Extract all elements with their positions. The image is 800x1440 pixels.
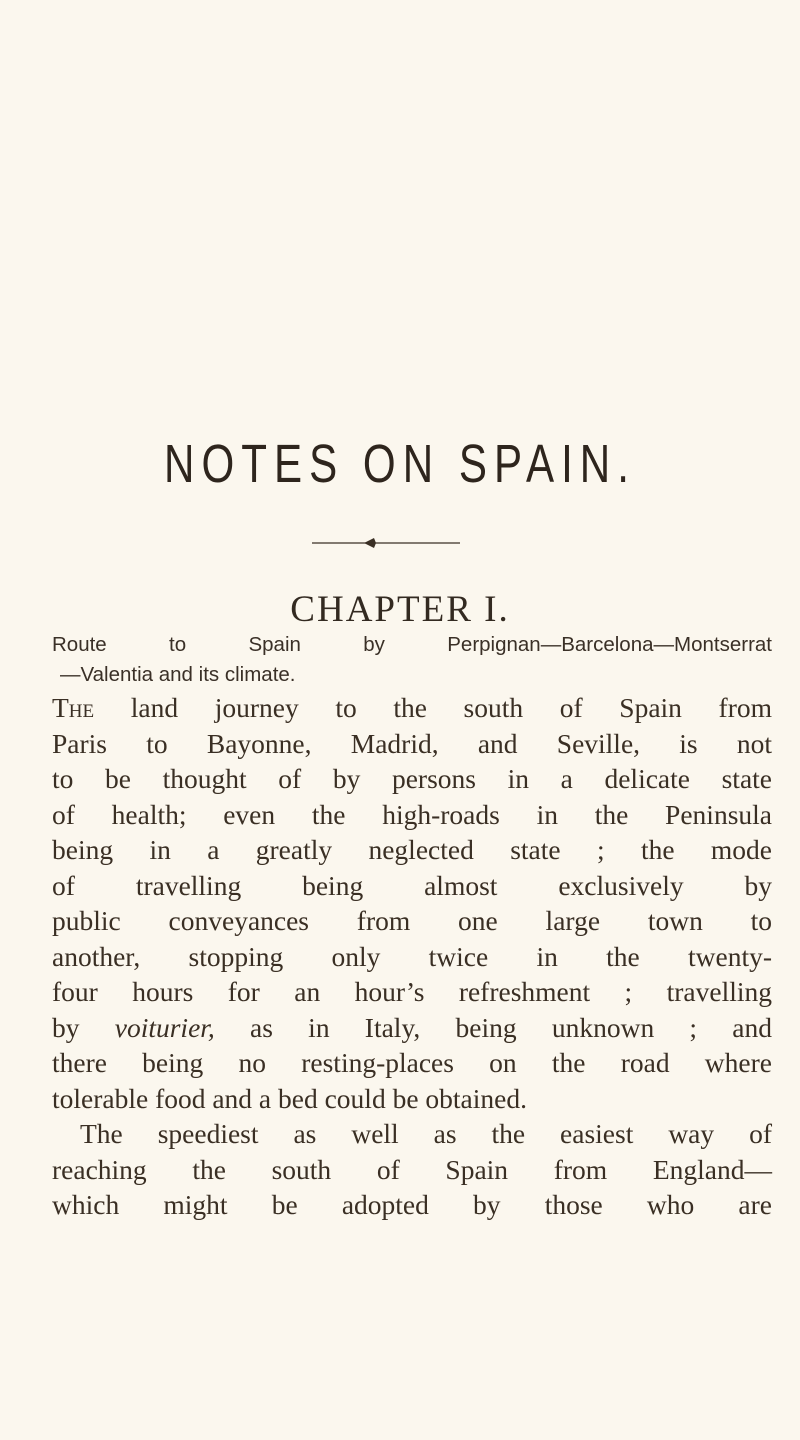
summary-line: Route to Spain by Perpignan—Barcelona—Montserrat [52, 633, 772, 656]
text-line: of health; even the high-roads in the Peninsula [52, 798, 772, 830]
book-title: NOTES ON SPAIN. [164, 434, 636, 494]
text-line: there being no resting-places on the road where [52, 1047, 772, 1078]
drop-word: The [52, 692, 95, 723]
text-line: which might be adopted by those who are [52, 1189, 772, 1220]
italic-word: voiturier, [114, 1011, 215, 1043]
text-line: to be thought of by persons in a delicate state [52, 763, 772, 794]
text-line: of travelling being almost exclusively by [52, 869, 772, 901]
text-line [52, 690, 772, 726]
text-line: The speediest as well as the easiest way of [80, 1118, 772, 1149]
text-span: as in Italy, being unknown ; and [214, 1011, 772, 1043]
summary-line: —Valentia and its climate. [60, 663, 296, 686]
text-line: being in a greatly neglected state ; the mode [52, 834, 772, 865]
chapter-heading: CHAPTER I. [290, 589, 510, 630]
text-line: Paris to Bayonne, Madrid, and Seville, is not [52, 727, 772, 759]
ornament-rule [312, 536, 460, 550]
text-line: four hours for an hour’s refreshment ; travelling [52, 976, 772, 1007]
body-text [52, 690, 772, 1223]
chapter-summary [52, 630, 772, 690]
text-line: reaching the south of Spain from England— [52, 1153, 772, 1185]
text-line [52, 1010, 772, 1046]
text-span: by [52, 1011, 115, 1043]
text-line: public conveyances from one large town to [52, 905, 772, 936]
text-line: another, stopping only twice in the twenty- [52, 940, 772, 972]
text-line: tolerable food and a bed could be obtained. [52, 1082, 527, 1114]
text-span: land journey to the south of Spain from [94, 692, 772, 723]
